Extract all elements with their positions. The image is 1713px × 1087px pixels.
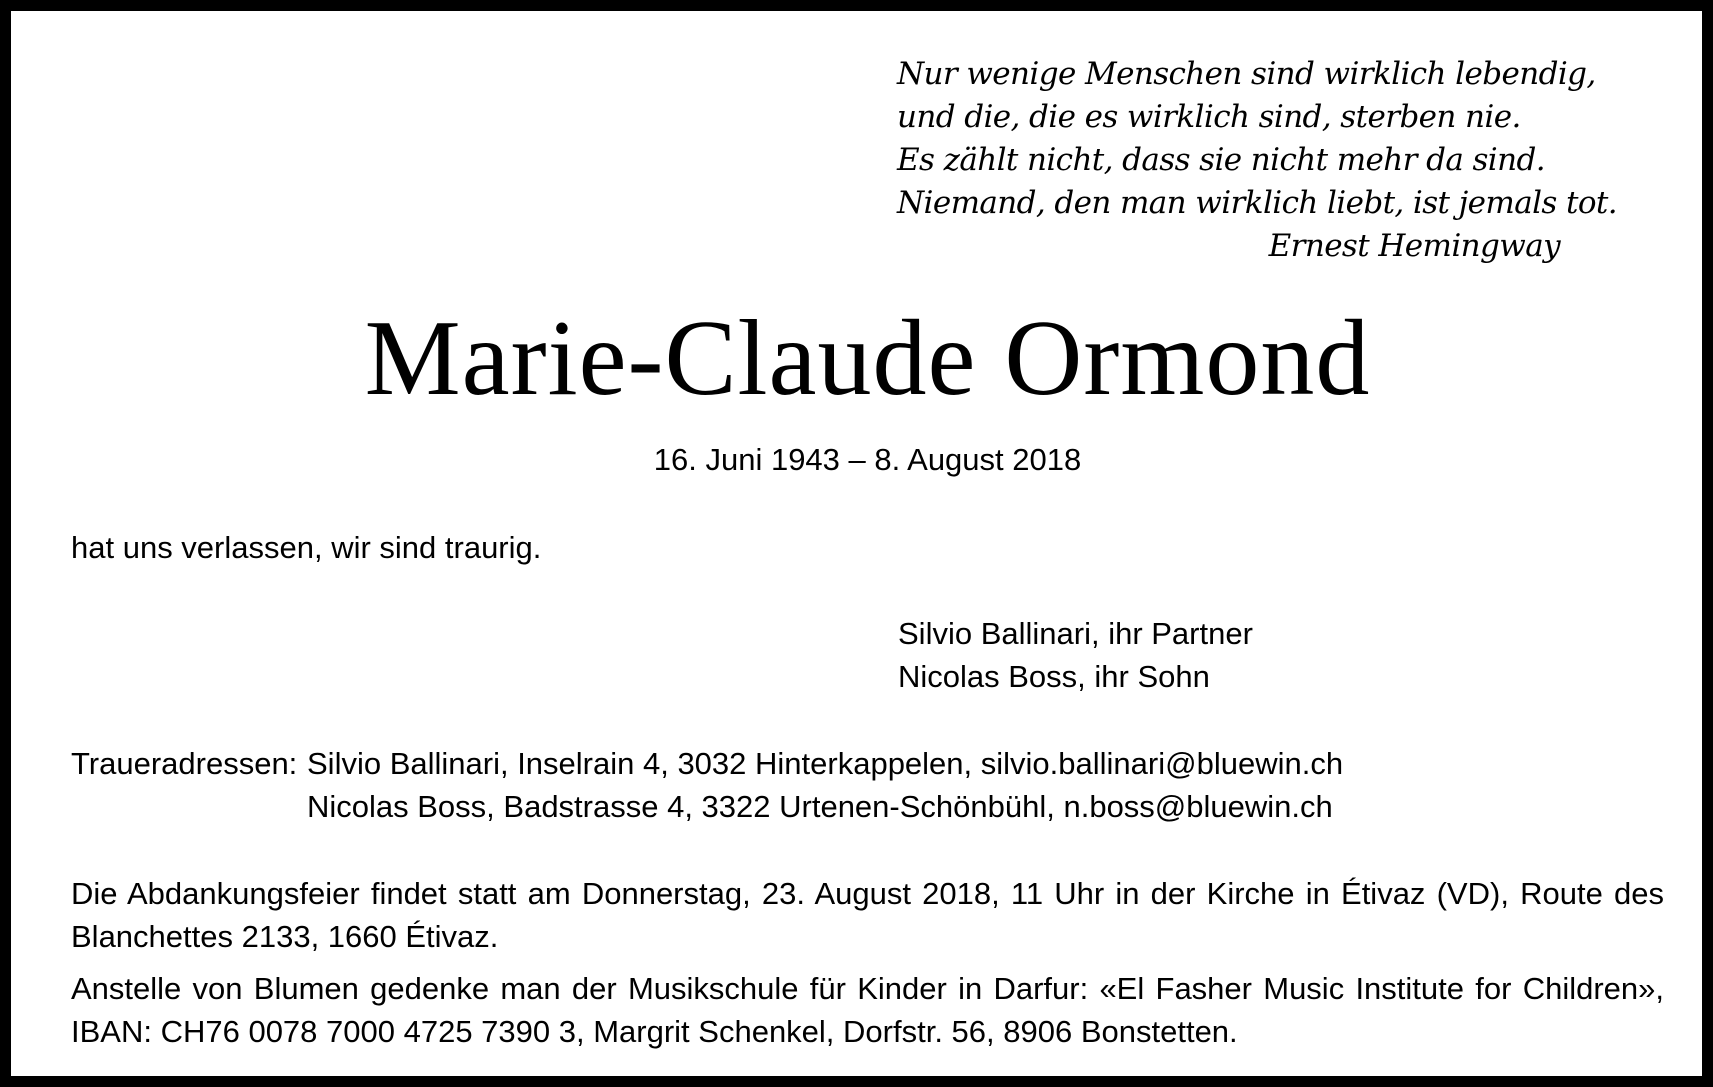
donation-info: Anstelle von Blumen gedenke man der Musikschule für Kinder in Darfur: «El Fasher Music Institute for Children», IBAN: CH76 0078 7000 4725 7390 3, Margrit Schenkel, Dorfstr. 56, 8906 Bonstetten. bbox=[71, 971, 1664, 1049]
family-list bbox=[898, 612, 1253, 698]
mourning-addresses bbox=[71, 742, 1343, 828]
addresses-label-spacer bbox=[71, 785, 307, 828]
addresses-label: Traueradressen: bbox=[71, 746, 298, 781]
quote-line-4: Niemand, den man wirklich liebt, ist jemals tot. bbox=[897, 185, 1618, 221]
address-row-2 bbox=[71, 785, 1343, 828]
quote-author: Ernest Hemingway bbox=[1268, 228, 1560, 264]
family-member-partner: Silvio Ballinari, ihr Partner bbox=[898, 616, 1253, 651]
quote-line-2: und die, die es wirklich sind, sterben nie. bbox=[897, 99, 1521, 135]
family-member-son: Nicolas Boss, ihr Sohn bbox=[898, 659, 1210, 694]
ceremony-info: Die Abdankungsfeier findet statt am Donnerstag, 23. August 2018, 11 Uhr in der Kirche in Étivaz (VD), Route des Blanchettes 2133, 1660 Étivaz. bbox=[71, 876, 1664, 954]
quote-line-1: Nur wenige Menschen sind wirklich lebendig, bbox=[897, 56, 1596, 92]
intro-text: hat uns verlassen, wir sind traurig. bbox=[71, 530, 542, 565]
address-silvio: Silvio Ballinari, Inselrain 4, 3032 Hinterkappelen, silvio.ballinari@bluewin.ch bbox=[307, 746, 1344, 781]
quote-line-3: Es zählt nicht, dass sie nicht mehr da sind. bbox=[897, 142, 1545, 178]
address-nicolas: Nicolas Boss, Badstrasse 4, 3322 Urtenen-Schönbühl, n.boss@bluewin.ch bbox=[307, 789, 1333, 824]
deceased-name: Marie-Claude Ormond bbox=[364, 299, 1371, 418]
life-dates: 16. Juni 1943 – 8. August 2018 bbox=[653, 442, 1082, 477]
address-row-1 bbox=[71, 742, 1343, 785]
hemingway-quote bbox=[897, 53, 1637, 225]
